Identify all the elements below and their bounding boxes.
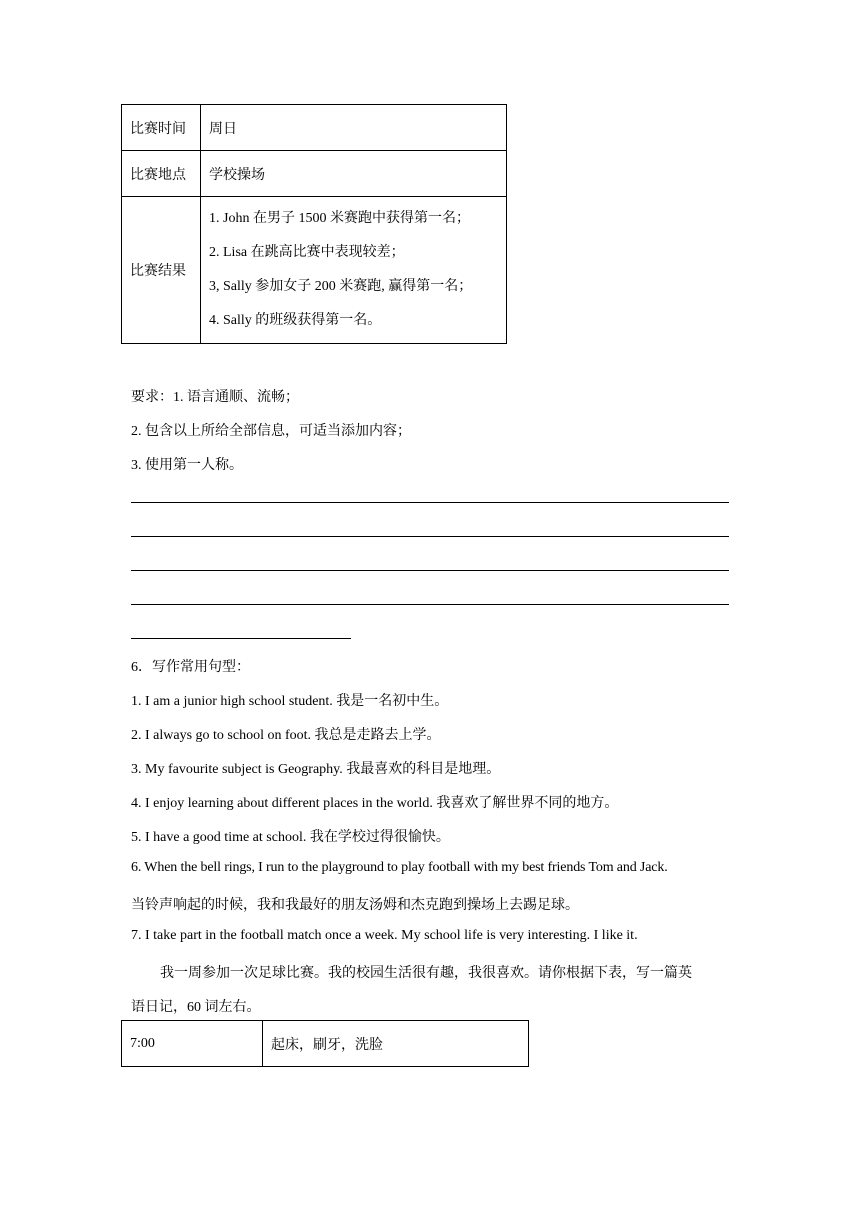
sentence-line: 1. I am a junior high school student. 我是一名初中生。 — [131, 694, 449, 709]
section-title: 6．写作常用句型： — [131, 660, 250, 675]
results-cell — [201, 197, 507, 344]
table-cell-value: 学校操场 — [201, 151, 507, 197]
table-row — [122, 105, 507, 151]
result-item: 1. John 在男子 1500 米赛跑中获得第一名； — [209, 211, 470, 226]
table-cell-value: 周日 — [201, 105, 507, 151]
schedule-table — [121, 1020, 529, 1067]
answer-line — [131, 536, 729, 537]
table-row — [122, 1021, 529, 1067]
answer-line — [131, 638, 351, 639]
requirement-line: 2. 包含以上所给全部信息，可适当添加内容； — [131, 424, 411, 439]
schedule-activity: 起床，刷牙，洗脸 — [263, 1021, 529, 1067]
result-item: 2. Lisa 在跳高比赛中表现较差； — [209, 245, 405, 260]
table-row — [122, 151, 507, 197]
answer-line — [131, 502, 729, 503]
prompt-line: 语日记，60 词左右。 — [131, 1000, 261, 1015]
table-cell-key: 比赛地点 — [122, 151, 201, 197]
sentence-line: 5. I have a good time at school. 我在学校过得很愉快。 — [131, 830, 450, 845]
sentence-line: 4. I enjoy learning about different places in the world. 我喜欢了解世界不同的地方。 — [131, 796, 619, 811]
schedule-time: 7:00 — [122, 1021, 263, 1067]
table-cell-key: 比赛结果 — [122, 197, 201, 344]
table-cell-key: 比赛时间 — [122, 105, 201, 151]
sentence-line: 6. When the bell rings, I run to the playground to play football with my best friends Tom and Jack. — [131, 860, 668, 875]
sentence-line: 3. My favourite subject is Geography. 我最喜欢的科目是地理。 — [131, 762, 501, 777]
requirement-line: 3. 使用第一人称。 — [131, 458, 243, 473]
answer-line — [131, 604, 729, 605]
result-item: 3, Sally 参加女子 200 米赛跑, 赢得第一名； — [209, 279, 473, 294]
table-row — [122, 197, 507, 344]
prompt-line: 我一周参加一次足球比赛。我的校园生活很有趣，我很喜欢。请你根据下表，写一篇英 — [160, 966, 692, 981]
sentence-line: 当铃声响起的时候，我和我最好的朋友汤姆和杰克跑到操场上去踢足球。 — [131, 898, 579, 913]
requirement-line: 要求：1. 语言通顺、流畅； — [131, 390, 299, 405]
sentence-line: 2. I always go to school on foot. 我总是走路去上学。 — [131, 728, 441, 743]
sentence-line: 7. I take part in the football match once a week. My school life is very interesting. I like it. — [131, 928, 638, 943]
competition-info-table — [121, 104, 507, 344]
result-item: 4. Sally 的班级获得第一名。 — [209, 313, 382, 328]
answer-line — [131, 570, 729, 571]
